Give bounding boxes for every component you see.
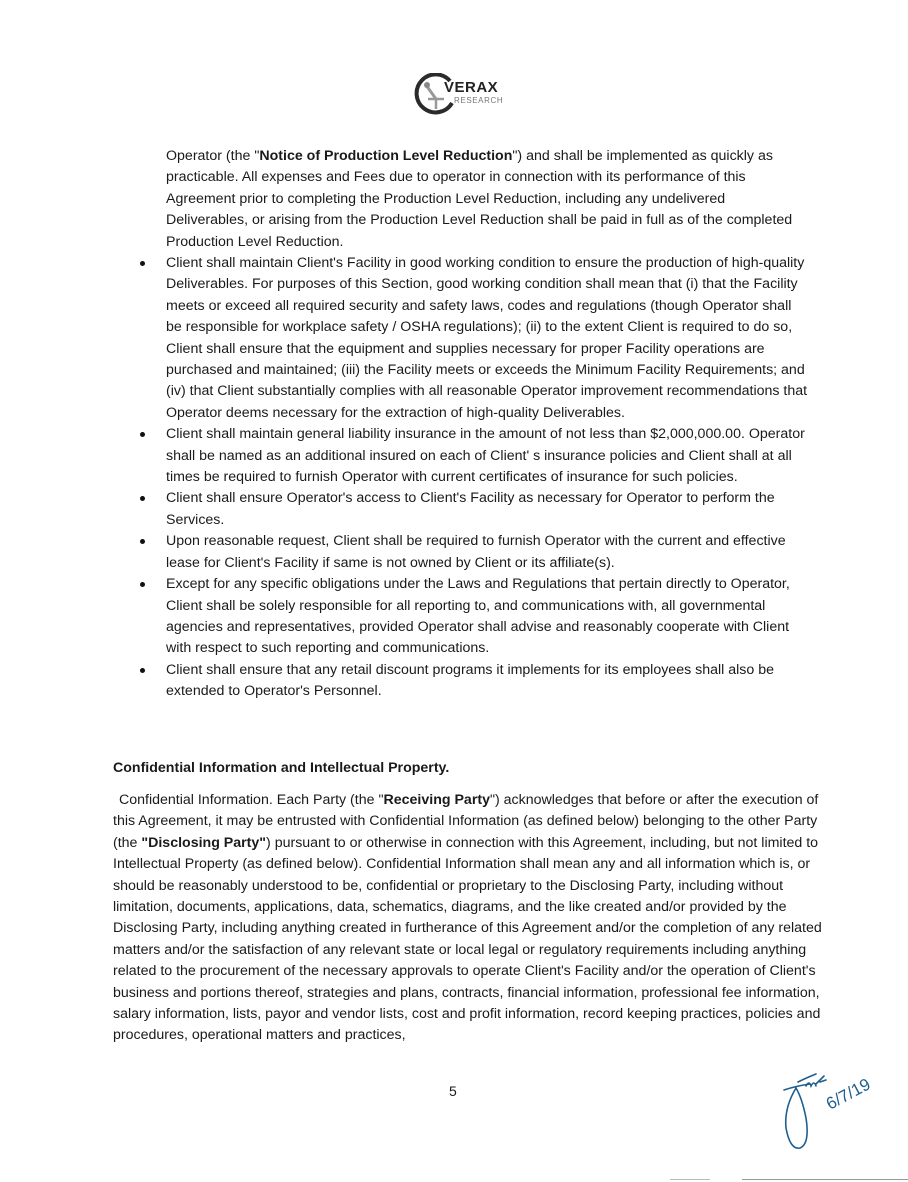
list-item — [130, 424, 810, 488]
bullet-icon — [140, 668, 145, 673]
list-item-text: Client shall maintain Client's Facility in good working condition to ensure the production of high-quality Deliverables. For purposes of this Section, good working condition shall mean that (i) that the Facility meets or exceed all required security and safety laws, codes and regulations (though Operator shall be responsible for workplace safety / OSHA regulations); (ii) to the extent Client is required to do so, Client shall ensure that the equipment and supplies necessary for proper Facility operations are purchased and maintained; (iii) the Facility meets or exceeds the Minimum Facility Requirements; and (iv) that Client substantially complies with all reasonable Operator improvement recommendations that Operator deems necessary for the extraction of high-quality Deliverables. — [166, 255, 808, 421]
logo-brand-text: VERAX — [444, 79, 499, 96]
bullet-icon — [140, 432, 145, 437]
list-item-text: Client shall maintain general liability insurance in the amount of not less than $2,000,000.00. Operator shall be named as an additional insured on each of Client' s insurance policies and Client shall at all times be required to furnish Operator with current certificates of insurance for such policies. — [166, 426, 805, 486]
scan-edge-line — [670, 1179, 710, 1180]
list-item — [130, 660, 810, 703]
defined-term: Notice of Production Level Reduction — [259, 148, 513, 164]
list-item-text: Except for any specific obligations under the Laws and Regulations that pertain directly to Operator, Client shall be solely responsible for all reporting to, and communications with, all governmental agencies and representatives, provided Operator shall advise and reasonably cooperate with Client with respect to such reporting and communications. — [166, 576, 790, 657]
text-span: Operator (the " — [166, 148, 260, 164]
list-item — [130, 574, 810, 660]
defined-term: "Disclosing Party" — [141, 834, 267, 851]
list-item — [130, 531, 810, 574]
bullet-icon — [140, 582, 145, 587]
list-item — [130, 488, 810, 531]
bullet-icon — [140, 261, 145, 266]
text-span: ) pursuant to or otherwise in connection with this Agreement, including, but not limited to Intellectual Property (as defined below). Confidential Information shall mean any and all information which is, or should be reasonably understood to be, confidential or proprietary to the Disclosing Party, including without limitation, documents, applications, data, schematics, diagrams, and the like created and/or provided by the Disclosing Party, including anything created in furtherance of this Agreement and/or the completion of any related matters and/or the satisfaction of any relevant state or local legal or regulatory requirements including anything related to the procurement of the necessary approvals to operate Client's Facility and/or the operation of Client's business and portions thereof, strategies and plans, contracts, financial information, professional fee information, salary information, lists, payor and vendor lists, cost and profit information, record keeping practices, policies and procedures, operational matters and practices, — [113, 834, 822, 1044]
continuation-paragraph — [166, 146, 796, 253]
list-item-text: Client shall ensure that any retail discount programs it implements for its employees shall also be extended to Operator's Personnel. — [166, 661, 774, 700]
page-number: 5 — [449, 1083, 457, 1099]
list-item-text: Client shall ensure Operator's access to Client's Facility as necessary for Operator to perform the Services. — [166, 490, 775, 528]
confidential-information-paragraph — [113, 790, 825, 1047]
section-heading: Confidential Information and Intellectual Property. — [113, 760, 450, 776]
bullet-icon — [140, 539, 145, 544]
bullet-icon — [140, 496, 145, 501]
client-obligations-list — [130, 253, 810, 703]
defined-term: Receiving Party — [383, 792, 490, 808]
scan-edge-line — [742, 1179, 908, 1180]
text-span: Confidential Information. Each Party (the " — [119, 792, 384, 808]
text-span: ") acknowledges that before or after the execution of this Agreement, it may be entrusted with Confidential Information (as defined below) belonging to the other Party (the — [113, 792, 819, 851]
logo-subtitle-text: RESEARCH — [454, 96, 504, 105]
signature-date: 6/7/19 — [822, 1074, 874, 1114]
text-span: ") and shall be implemented as quickly as practicable. All expenses and Fees due to operator in connection with its performance of this Agreement prior to completing the Production Level Reduction, including any undelivered Deliverables, or arising from the Production Level Reduction shall be paid in full as of the completed Production Level Reduction. — [166, 148, 793, 250]
list-item-text: Upon reasonable request, Client shall be required to furnish Operator with the current and effective lease for Client's Facility if same is not owned by Client or its affiliate(s). — [166, 533, 786, 571]
verax-research-logo — [414, 73, 510, 117]
handwritten-initials-signature — [776, 1068, 896, 1158]
list-item — [130, 253, 810, 424]
